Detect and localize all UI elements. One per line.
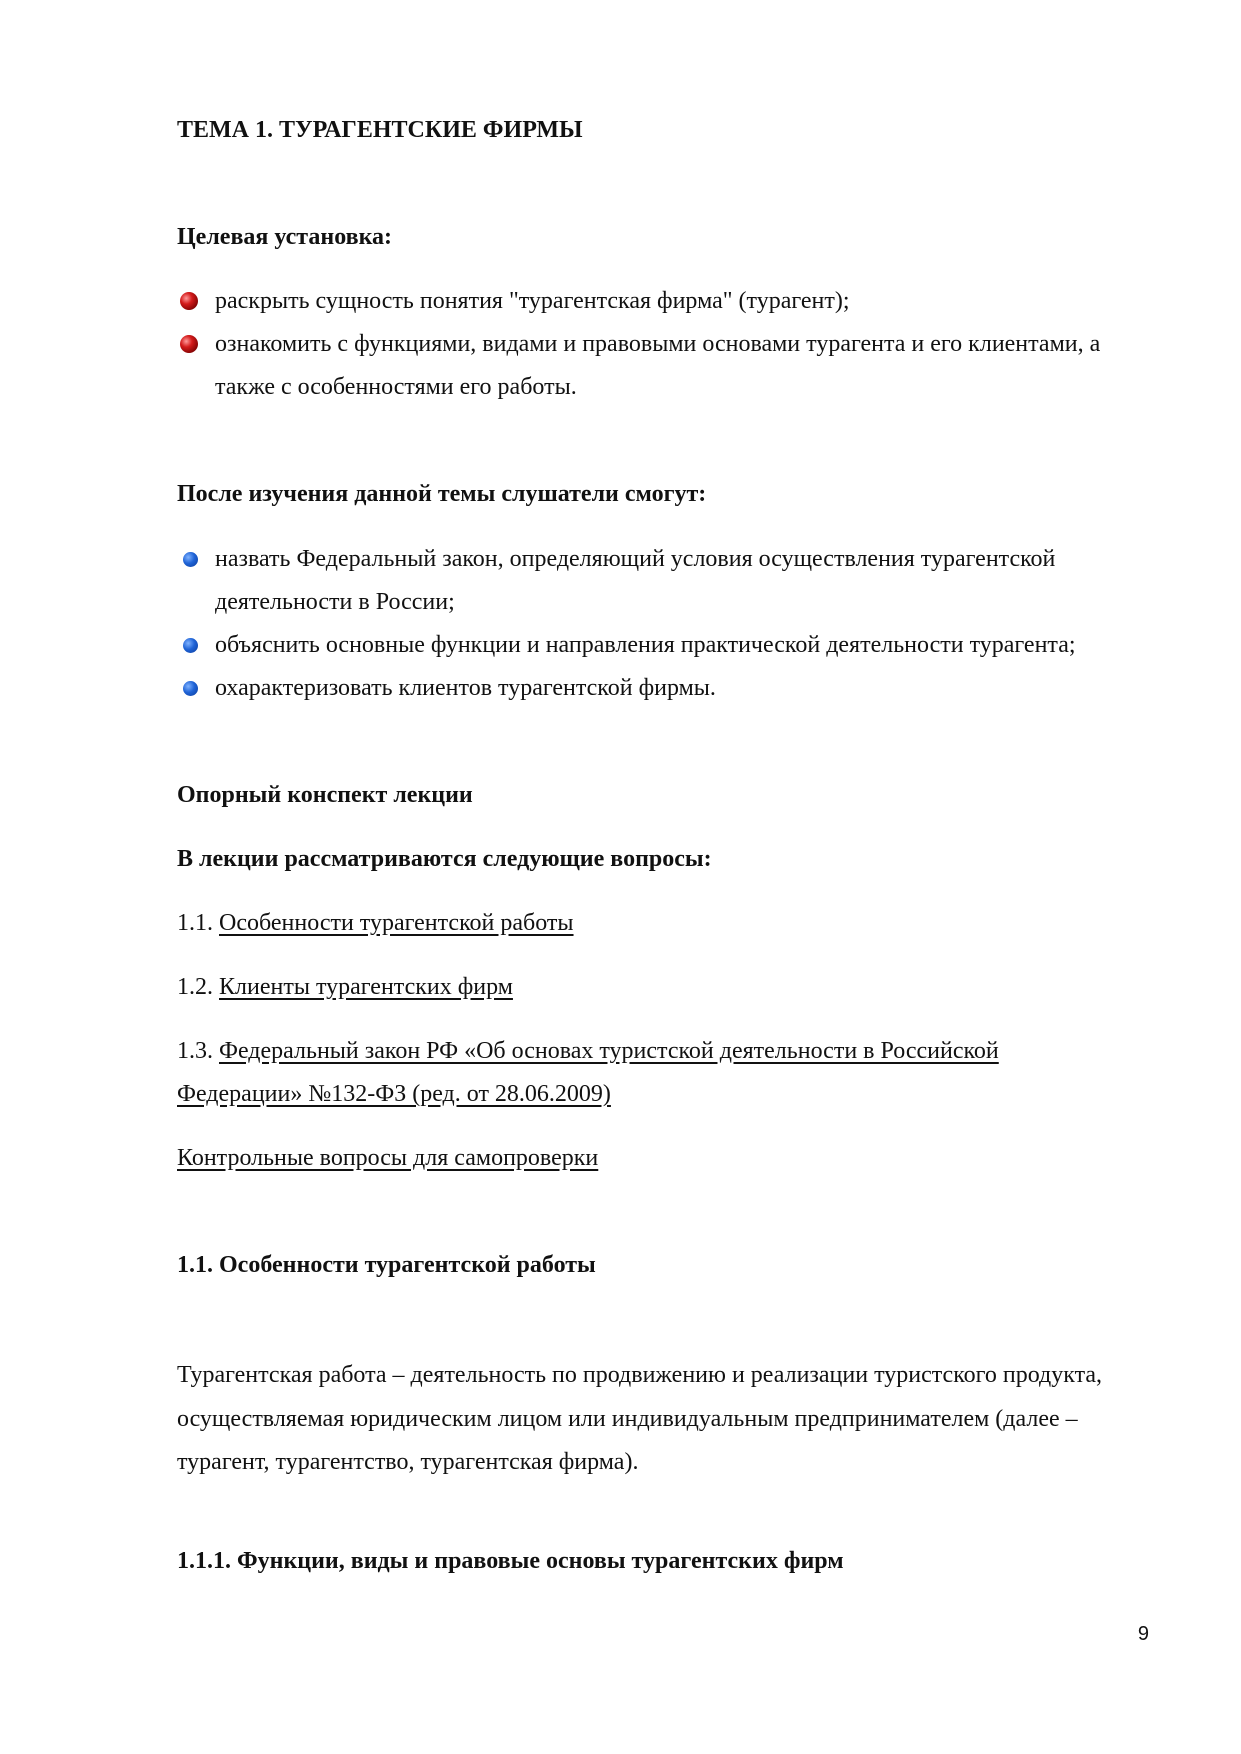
outcome-item-1: назвать Федеральный закон, определяющий условия осуществления турагентской [215, 546, 1056, 572]
outcome-item-3: охарактеризовать клиентов турагентской фирмы. [215, 675, 716, 701]
toc-number: 1.1. [177, 910, 213, 936]
toc-item-3 [177, 1038, 999, 1065]
section-1-1-paragraph [177, 1354, 1102, 1485]
bullet-red-icon [180, 292, 198, 310]
toc-link-federal-law[interactable]: Федеральный закон РФ «Об основах туристской деятельности в Российской [219, 1038, 999, 1064]
paragraph-line: турагент, турагентство, турагентская фирма). [177, 1449, 639, 1475]
toc-item-2 [177, 974, 513, 1001]
toc-item-4 [177, 1145, 598, 1172]
bullet-blue-icon [183, 638, 198, 653]
toc-item-3-cont [177, 1081, 611, 1108]
paragraph-line: Турагентская работа – деятельность по продвижению и реализации туристского продукта, [177, 1362, 1103, 1388]
summary-heading: Опорный конспект лекции [177, 782, 473, 808]
section-1-1-heading: 1.1. Особенности турагентской работы [177, 1252, 596, 1278]
toc-number: 1.3. [177, 1038, 213, 1064]
page-title: ТЕМА 1. ТУРАГЕНТСКИЕ ФИРМЫ [177, 117, 583, 143]
bullet-blue-icon [183, 681, 198, 696]
questions-heading: В лекции рассматриваются следующие вопросы: [177, 846, 712, 872]
bullet-red-icon [180, 335, 198, 353]
goal-item-2: ознакомить с функциями, видами и правовыми основами турагента и его клиентами, а [215, 331, 1101, 357]
outcome-item-1-cont: деятельности в России; [215, 589, 455, 615]
outcome-item-2: объяснить основные функции и направления практической деятельности турагента; [215, 632, 1076, 658]
bullet-blue-icon [183, 552, 198, 567]
toc-link-features[interactable]: Особенности турагентской работы [219, 910, 574, 936]
page-number: 9 [1137, 1623, 1149, 1645]
goal-item-2-cont: также с особенностями его работы. [215, 374, 577, 400]
toc-link-clients[interactable]: Клиенты турагентских фирм [219, 974, 513, 1000]
paragraph-line: осуществляемая юридическим лицом или индивидуальным предпринимателем (далее – [177, 1405, 1078, 1432]
outcomes-heading: После изучения данной темы слушатели смогут: [177, 481, 707, 507]
toc-item-1 [177, 910, 574, 937]
toc-link-federal-law-cont[interactable]: Федерации» №132-ФЗ (ред. от 28.06.2009) [177, 1081, 611, 1107]
toc-number: 1.2. [177, 974, 213, 1000]
goal-item-1: раскрыть сущность понятия "турагентская фирма" (турагент); [215, 288, 850, 314]
goal-heading: Целевая установка: [177, 224, 393, 250]
toc-link-control-questions[interactable]: Контрольные вопросы для самопроверки [177, 1145, 599, 1171]
section-1-1-1-heading: 1.1.1. Функции, виды и правовые основы турагентских фирм [177, 1548, 844, 1574]
